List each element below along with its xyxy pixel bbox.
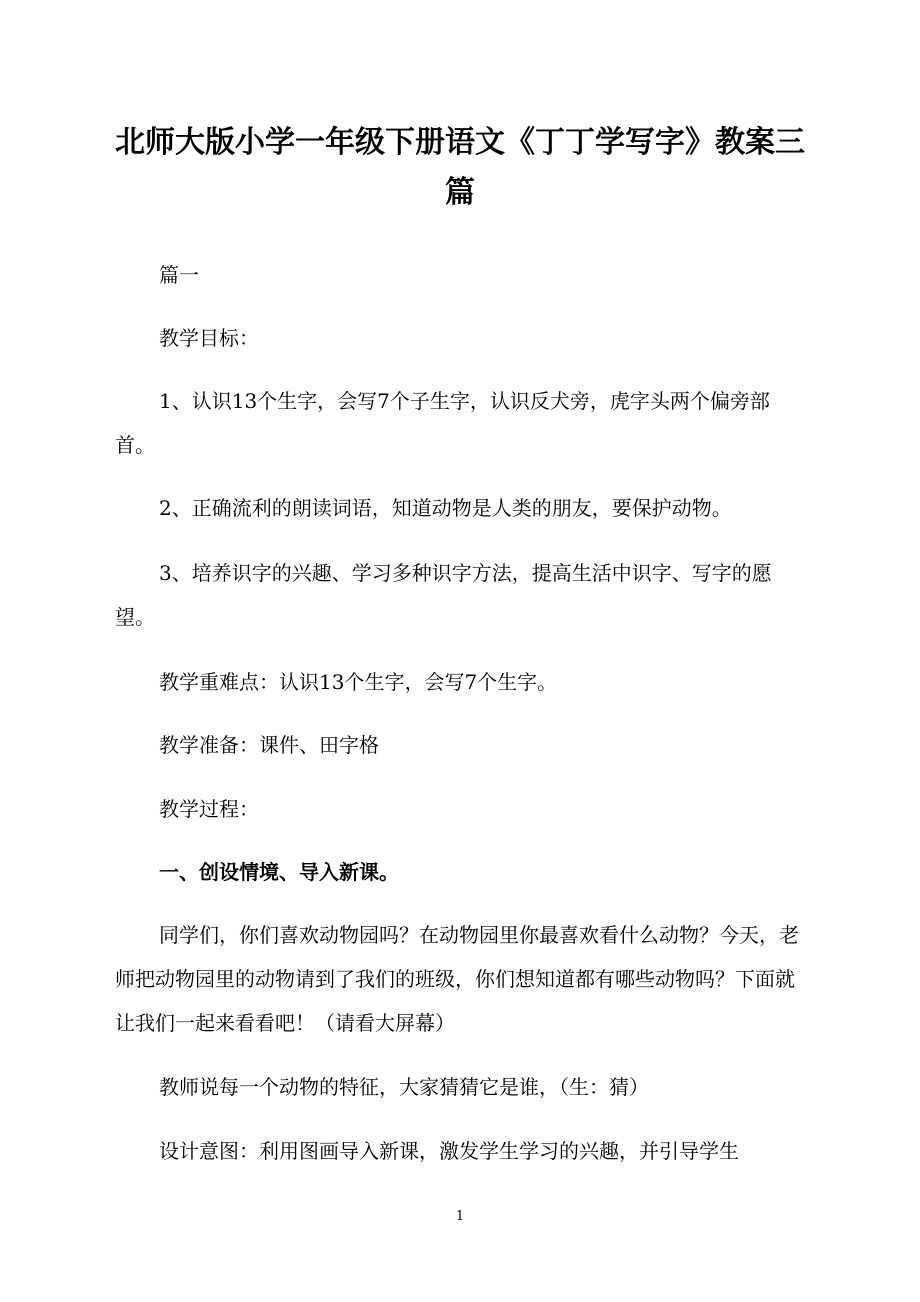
- design-intent: 设计意图：利用图画导入新课，激发学生学习的兴趣，并引导学生: [159, 1139, 739, 1163]
- intro-paragraph: 同学们，你们喜欢动物园吗？在动物园里你最喜欢看什么动物？今天，老师把动物园里的动物请到了我们的班级，你们想知道都有哪些动物吗？下面就让我们一起来看看吧！（请看大屏幕）: [115, 923, 799, 1035]
- teaching-process-heading: 教学过程：: [159, 797, 259, 821]
- page-number: 1: [455, 1209, 465, 1224]
- key-difficulties: 教学重难点：认识13个生字，会写7个生字。: [159, 670, 558, 694]
- teaching-preparation: 教学准备：课件、田字格: [159, 733, 379, 757]
- guessing-activity: 教师说每一个动物的特征，大家猜猜它是谁，（生：猜）: [159, 1075, 649, 1099]
- objectives-heading: 教学目标：: [159, 326, 259, 350]
- objective-item-2: 2、正确流利的朗读词语，知道动物是人类的朋友，要保护动物。: [159, 496, 732, 520]
- section-label: 篇一: [159, 263, 199, 287]
- document-title: 北师大版小学一年级下册语文《丁丁学写字》教案三篇: [115, 125, 805, 210]
- objective-item-3: 3、培养识字的兴趣、学习多种识字方法，提高生活中识字、写字的愿望。: [115, 561, 772, 629]
- step-one-heading: 一、创设情境、导入新课。: [159, 860, 399, 884]
- objective-item-1: 1、认识13个生字，会写7个子生字，认识反犬旁，虎字头两个偏旁部首。: [115, 389, 770, 457]
